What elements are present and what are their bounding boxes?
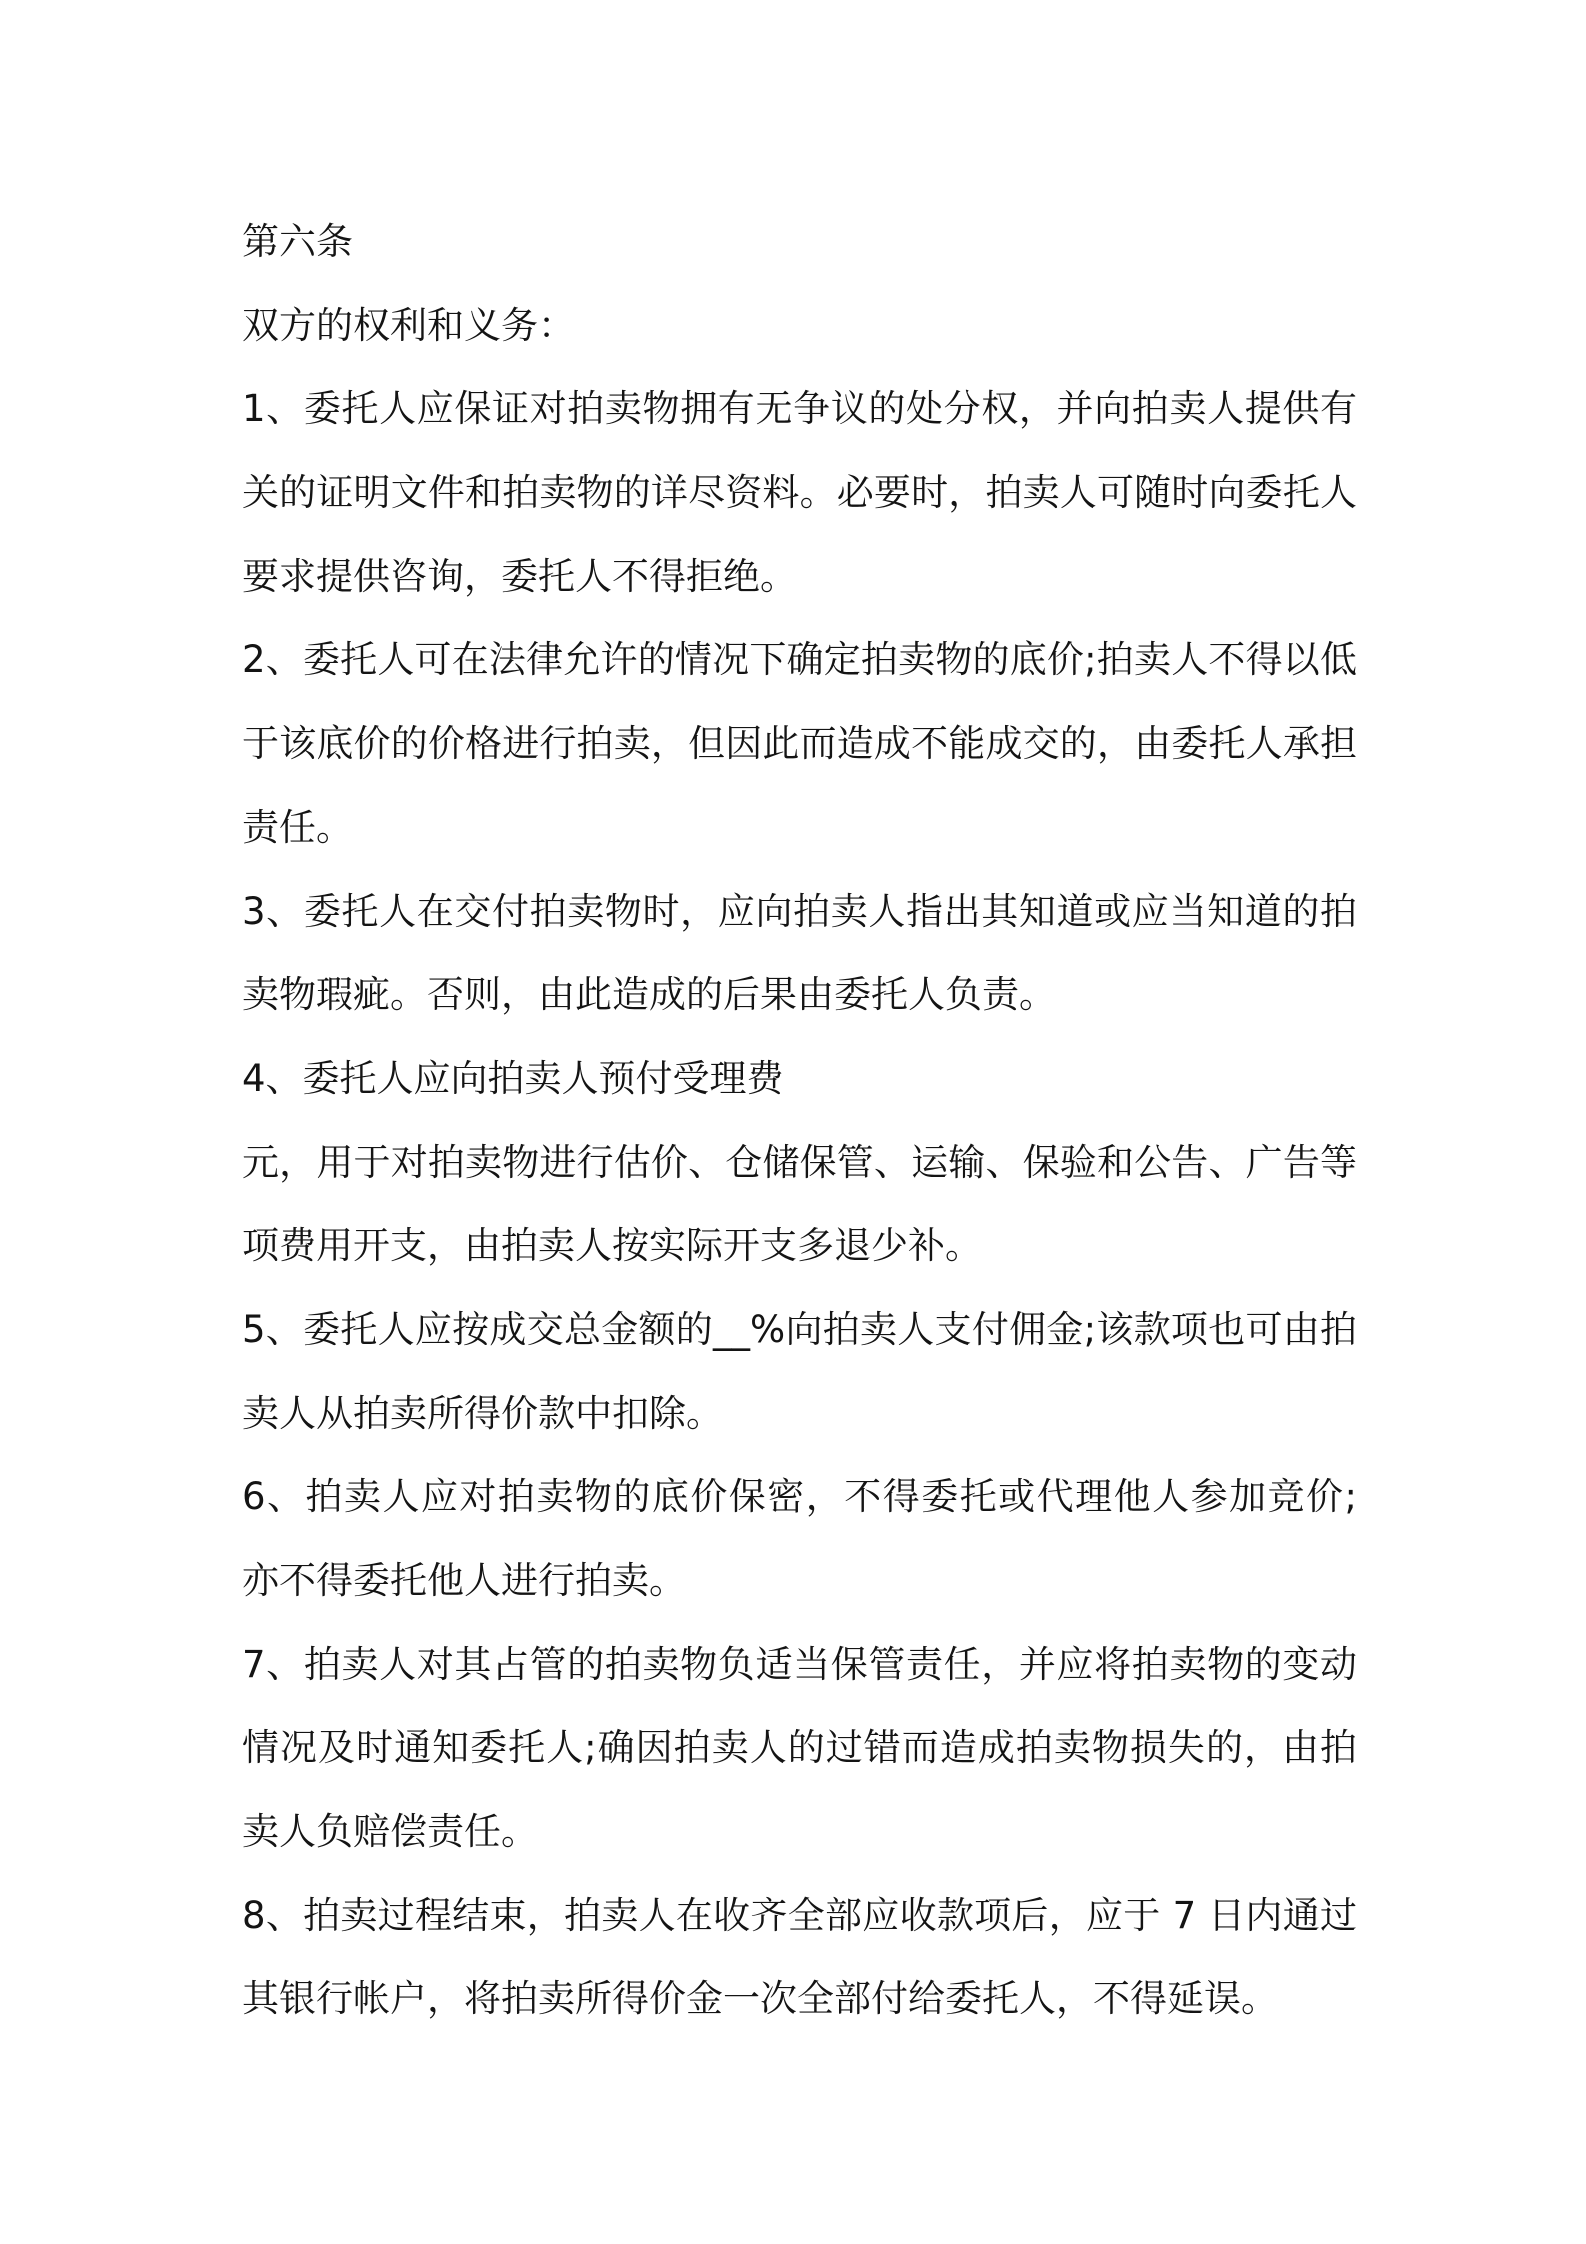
document-body <box>242 200 1357 2041</box>
clause-3-line-2: 卖物瑕疵。否则，由此造成的后果由委托人负责。 <box>242 973 1056 1017</box>
clause-7-line-1: 7、拍卖人对其占管的拍卖物负适当保管责任，并应将拍卖物的变动 <box>242 1642 1357 1686</box>
clause-1-line-1: 1、委托人应保证对拍卖物拥有无争议的处分权，并向拍卖人提供有 <box>242 387 1357 431</box>
clause-5-line-1: 5、委托人应按成交总金额的__%向拍卖人支付佣金;该款项也可由拍 <box>242 1307 1357 1351</box>
clause-3-line-1: 3、委托人在交付拍卖物时，应向拍卖人指出其知道或应当知道的拍 <box>242 889 1357 933</box>
clause-7-line-2: 情况及时通知委托人;确因拍卖人的过错而造成拍卖物损失的，由拍 <box>242 1726 1357 1770</box>
clause-4-line-2: 元，用于对拍卖物进行估价、仓储保管、运输、保验和公告、广告等 <box>242 1140 1357 1184</box>
clause-2-line-3: 责任。 <box>242 805 353 849</box>
clause-4-line-1: 4、委托人应向拍卖人预付受理费 <box>242 1056 784 1100</box>
clause-2-line-2: 于该底价的价格进行拍卖，但因此而造成不能成交的，由委托人承担 <box>242 722 1357 766</box>
article-heading: 第六条 <box>242 220 353 263</box>
clause-8-line-1: 8、拍卖过程结束，拍卖人在收齐全部应收款项后，应于 7 日内通过 <box>242 1893 1357 1937</box>
section-heading: 双方的权利和义务： <box>242 303 575 347</box>
clause-8-line-2: 其银行帐户，将拍卖所得价金一次全部付给委托人，不得延误。 <box>242 1977 1278 2021</box>
clause-7-line-3: 卖人负赔偿责任。 <box>242 1810 538 1854</box>
clause-4-line-3: 项费用开支，由拍卖人按实际开支多退少补。 <box>242 1224 982 1268</box>
clause-5-line-2: 卖人从拍卖所得价款中扣除。 <box>242 1391 723 1435</box>
clause-6-line-2: 亦不得委托他人进行拍卖。 <box>242 1559 686 1602</box>
clause-6-line-1: 6、拍卖人应对拍卖物的底价保密，不得委托或代理他人参加竞价; <box>242 1475 1357 1519</box>
clause-1-line-3: 要求提供咨询，委托人不得拒绝。 <box>242 554 797 598</box>
clause-2-line-1: 2、委托人可在法律允许的情况下确定拍卖物的底价;拍卖人不得以低 <box>242 638 1357 682</box>
clause-1-line-2: 关的证明文件和拍卖物的详尽资料。必要时，拍卖人可随时向委托人 <box>242 471 1357 515</box>
